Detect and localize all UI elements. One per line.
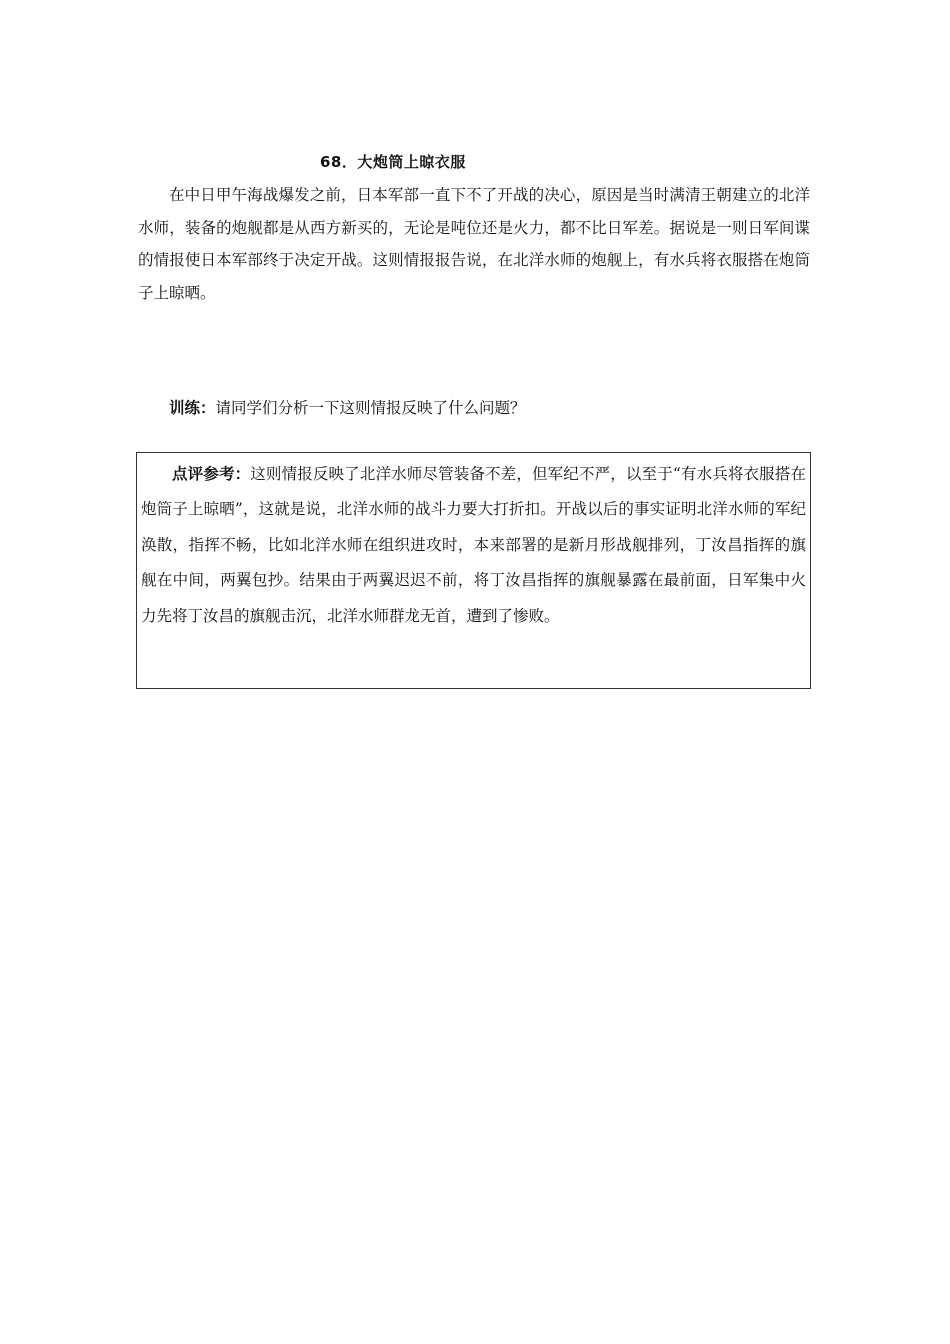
comment-box [136, 452, 811, 689]
exercise-line [138, 392, 810, 424]
comment-text: 这则情报反映了北洋水师尽管装备不差，但军纪不严，以至于“有水兵将衣服搭在炮筒子上晾晒”，这就是说，北洋水师的战斗力要大打折扣。开战以后的事实证明北洋水师的军纪涣散，指挥不畅，比如北洋水师在组织进攻时，本来部署的是新月形战舰排列，丁汝昌指挥的旗舰在中间，两翼包抄。结果由于两翼迟迟不前，将丁汝昌指挥的旗舰暴露在最前面，日军集中火力先将丁汝昌的旗舰击沉，北洋水师群龙无首，遭到了惨败。 [141, 465, 806, 625]
story-paragraph: 在中日甲午海战爆发之前，日本军部一直下不了开战的决心，原因是当时满清王朝建立的北洋水师，装备的炮舰都是从西方新买的，无论是吨位还是火力，都不比日军差。据说是一则日军间谍的情报使日本军部终于决定开战。这则情报报告说，在北洋水师的炮舰上，有水兵将衣服搭在炮筒子上晾晒。 [138, 186, 810, 302]
page-title: 68．大炮筒上晾衣服 [320, 153, 466, 171]
comment-label: 点评参考： [172, 465, 251, 483]
exercise-question: 请同学们分析一下这则情报反映了什么问题？ [215, 399, 526, 417]
exercise-label: 训练： [169, 399, 216, 417]
comment-paragraph [137, 453, 810, 634]
